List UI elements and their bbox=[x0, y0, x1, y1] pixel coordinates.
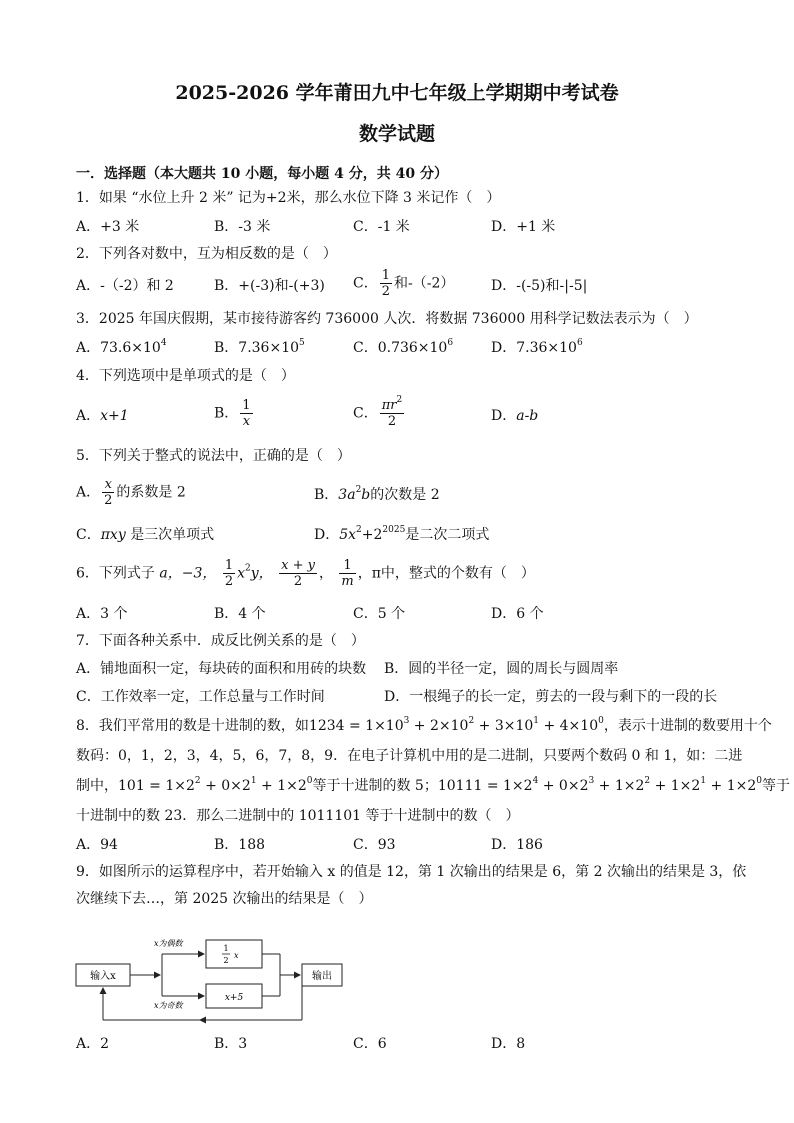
flow-half-var: x bbox=[234, 951, 239, 960]
q1-option-c: C．-1 米 bbox=[353, 219, 410, 235]
q5-stem: 5．下列关于整式的说法中，正确的是（ ） bbox=[76, 448, 351, 464]
exam-subtitle: 数学试题 bbox=[358, 123, 435, 145]
q7-option-a: A．铺地面积一定，每块砖的面积和用砖的块数 bbox=[76, 661, 367, 677]
q9-option-c: C．6 bbox=[353, 1036, 387, 1052]
q6-option-c: C．5 个 bbox=[353, 606, 406, 622]
q5-option-c: C．πxy 是三次单项式 bbox=[76, 527, 215, 543]
q5-option-d: D．$5x^2+2^{2025}$是二次二项式 bbox=[314, 525, 490, 543]
q8-option-a: A．94 bbox=[76, 837, 118, 853]
q3-option-a: A．$73.6\times 10^4$ bbox=[76, 338, 167, 356]
q7-option-c: C．工作效率一定，工作总量与工作时间 bbox=[76, 689, 325, 705]
q9-line-1: 9．如图所示的运算程序中，若开始输入 x 的值是 12，第 1 次输出的结果是 6，第 2 次输出的结果是 3，依 bbox=[76, 864, 747, 880]
q4-stem: 4．下列选项中是单项式的是（ ） bbox=[76, 368, 295, 384]
flow-even-label: x为偶数 bbox=[154, 939, 183, 948]
q8-line-3: 制中，$101 = 1\times 2^2 + 0\times 2^1 + 1\times 2^0$等于十进制的数 5；$10111 = 1\times 2^4 + 0\times 2^3 + 1\times 2^2 + 1\times 2^1 + 1\times 2^0$等于 bbox=[76, 776, 790, 794]
q6-option-d: D．6 个 bbox=[491, 606, 544, 622]
q3-stem: 3．2025 年国庆假期，某市接待游客约 736000 人次．将数据 736000 用科学记数法表示为（ ） bbox=[76, 311, 698, 327]
q4-option-c: C． $\frac{\pi r^2}{2}$ bbox=[353, 395, 403, 429]
q8-option-b: B．188 bbox=[214, 837, 266, 853]
q3-option-d: D．$7.36\times 10^6$ bbox=[491, 338, 583, 356]
q2-option-a: A．-（-2）和 2 bbox=[76, 278, 174, 294]
q3-option-b: B．$7.36\times 10^5$ bbox=[214, 338, 305, 356]
q5-option-a: A． $\frac{x}{2}$ 的系数是 2 bbox=[76, 477, 186, 508]
flow-output-label: 输出 bbox=[312, 971, 332, 982]
q8-line-1: 8．我们平常用的数是十进制的数，如$1234 = 1\times 10^3 + 2\times 10^2 + 3\times 10^1 + 4\times 10^0$，表示十进制的数要用十个 bbox=[76, 716, 772, 734]
flow-half-num: 1 bbox=[223, 944, 229, 953]
q2-option-d: D．-(-5)和-|-5| bbox=[491, 278, 588, 294]
q2-option-c: C． $\frac{1}{2}$ 和-（-2） bbox=[353, 268, 455, 299]
q1-option-d: D．+1 米 bbox=[491, 219, 556, 235]
q4-option-d: D．a-b bbox=[491, 408, 539, 424]
q8-option-c: C．93 bbox=[353, 837, 396, 853]
q4-option-a: A．x+1 bbox=[76, 408, 129, 424]
q1-option-a: A．+3 米 bbox=[76, 219, 140, 235]
q2-stem: 2．下列各对数中，互为相反数的是（ ） bbox=[76, 246, 337, 262]
q9-option-b: B．3 bbox=[214, 1036, 248, 1052]
flow-input-label: 输入x bbox=[90, 971, 116, 982]
q8-option-d: D．186 bbox=[491, 837, 543, 853]
q7-option-d: D．一根绳子的长一定，剪去的一段与剩下的一段的长 bbox=[384, 689, 718, 705]
q3-option-c: C．$0.736\times 10^6$ bbox=[353, 338, 454, 356]
q6-option-b: B．4 个 bbox=[214, 606, 266, 622]
q6-stem: 6．下列式子 a，−3， $\frac{1}{2}$ $x^2y$， $\frac{x + y}{2}$ ， $\frac{1}{m}$ ，π中，整式的个数有（ ） bbox=[76, 558, 535, 589]
flow-odd-label: x为奇数 bbox=[154, 1001, 183, 1010]
flow-half-den: 2 bbox=[223, 956, 229, 965]
flowchart-diagram bbox=[70, 930, 360, 1030]
q8-line-4: 十进制中的数 23．那么二进制中的 1011101 等于十进制中的数（ ） bbox=[76, 808, 520, 824]
q9-option-a: A．2 bbox=[76, 1036, 110, 1052]
exam-title: 2025-2026 学年莆田九中七年级上学期期中考试卷 bbox=[175, 82, 619, 104]
q7-stem: 7．下面各种关系中．成反比例关系的是（ ） bbox=[76, 633, 365, 649]
q6-option-a: A．3 个 bbox=[76, 606, 128, 622]
q1-stem: 1．如果 “水位上升 2 米” 记为+2米，那么水位下降 3 米记作（ ） bbox=[76, 190, 501, 206]
q7-option-b: B．圆的半径一定，圆的周长与圆周率 bbox=[384, 661, 619, 677]
q4-option-b: B． $\frac{1}{x}$ bbox=[214, 398, 251, 429]
q1-option-b: B．-3 米 bbox=[214, 219, 271, 235]
q9-option-d: D．8 bbox=[491, 1036, 526, 1052]
q9-line-2: 次继续下去…，第 2025 次输出的结果是（ ） bbox=[76, 891, 373, 907]
q8-line-2: 数码：0，1，2，3，4，5，6，7，8，9．在电子计算机中用的是二进制，只要两个数码 0 和 1，如：二进 bbox=[76, 748, 743, 764]
section-heading: 一．选择题（本大题共 10 小题，每小题 4 分，共 40 分） bbox=[76, 166, 448, 182]
q2-option-b: B．+(-3)和-(+3) bbox=[214, 278, 325, 294]
flow-plus5-label: x+5 bbox=[224, 993, 244, 1003]
q5-option-b: B．$3a^2b$的次数是 2 bbox=[314, 485, 440, 503]
